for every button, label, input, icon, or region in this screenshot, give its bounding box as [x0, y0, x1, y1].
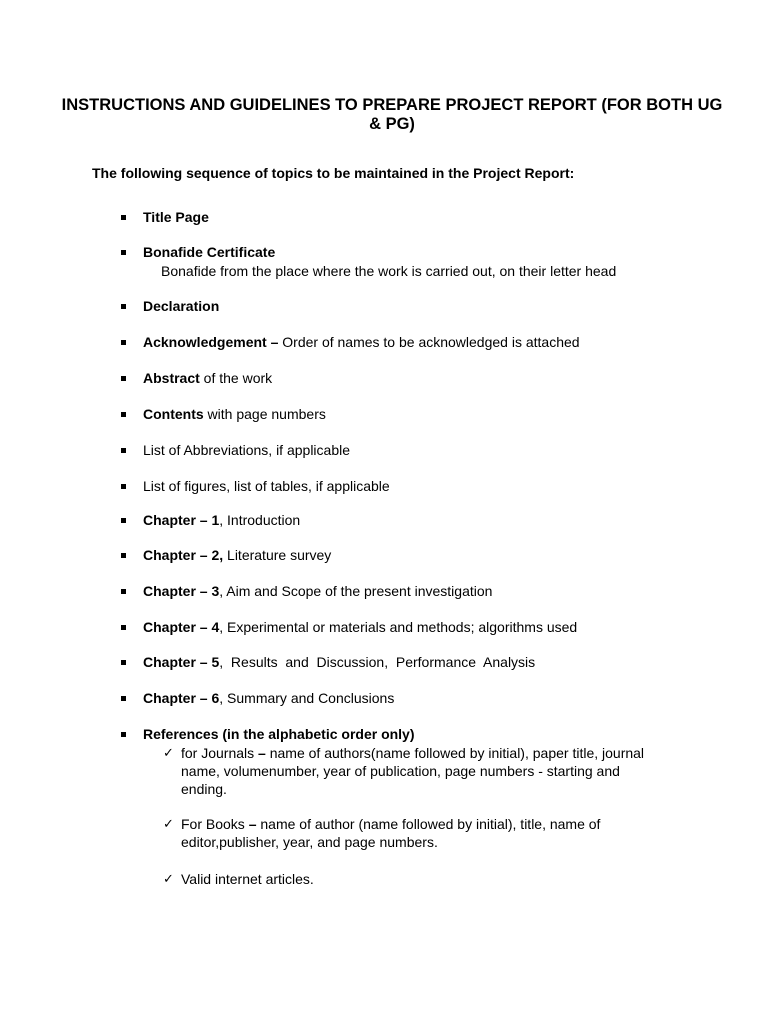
list-item-description: List of Abbreviations, if applicable	[143, 442, 351, 458]
list-item-text	[143, 243, 275, 261]
list-item-text	[143, 333, 580, 351]
list-item-text	[143, 725, 415, 743]
bullet-icon	[121, 732, 126, 737]
bullet-icon	[121, 589, 126, 594]
bullet-icon	[121, 376, 126, 381]
list-item-description: , Results and Discussion, Performance Analysis	[219, 654, 536, 670]
list-item-bold-label: Chapter – 2,	[143, 547, 224, 563]
bullet-icon	[121, 518, 126, 523]
list-item-description: , Experimental or materials and methods; algorithms used	[219, 619, 578, 635]
reference-line: ending.	[181, 781, 227, 797]
list-item-description: of the work	[199, 370, 273, 386]
list-item-bold-label: Declaration	[143, 298, 220, 314]
list-item-subtext: Bonafide from the place where the work is carried out, on their letter head	[161, 263, 617, 279]
list-item-text	[143, 369, 272, 387]
list-item-bold-label: Acknowledgement –	[143, 334, 279, 350]
list-item-bold-label: Chapter – 6	[143, 690, 220, 706]
list-item-bold-label: Chapter – 4	[143, 619, 220, 635]
list-item-description: , Introduction	[219, 512, 301, 528]
list-item-bold-label: Chapter – 1	[143, 512, 220, 528]
list-item-description: List of figures, list of tables, if applicable	[143, 478, 390, 494]
reference-line: For Books – name of author (name followed by initial), title, name of	[181, 816, 601, 832]
list-item-description: Literature survey	[223, 547, 332, 563]
list-item-description: , Aim and Scope of the present investigation	[219, 583, 493, 599]
reference-line: name, volumenumber, year of publication, page numbers - starting and	[181, 763, 620, 779]
document-title: INSTRUCTIONS AND GUIDELINES TO PREPARE PROJECT REPORT (FOR BOTH UG & PG)	[61, 96, 723, 133]
reference-line: for Journals – name of authors(name followed by initial), paper title, journal	[181, 745, 645, 761]
bullet-icon	[121, 553, 126, 558]
list-item-text	[143, 511, 300, 529]
bullet-icon	[121, 215, 126, 220]
list-item-text	[143, 208, 209, 226]
list-item-text	[143, 477, 390, 495]
list-item-text	[143, 653, 535, 671]
intro-text: The following sequence of topics to be maintained in the Project Report:	[92, 165, 575, 181]
list-item-text	[143, 441, 350, 459]
list-item-text	[143, 405, 326, 423]
bullet-icon	[121, 304, 126, 309]
bullet-icon	[121, 660, 126, 665]
list-item-bold-label: Title Page	[143, 209, 209, 225]
list-item-text	[143, 689, 394, 707]
list-item-description: , Summary and Conclusions	[219, 690, 395, 706]
list-item-text	[143, 546, 331, 564]
checkmark-icon: ✓	[163, 816, 174, 831]
bullet-icon	[121, 696, 126, 701]
bullet-icon	[121, 250, 126, 255]
bullet-icon	[121, 448, 126, 453]
reference-line: Valid internet articles.	[181, 871, 314, 887]
list-item-bold-label: References (in the alphabetic order only)	[143, 726, 415, 742]
list-item-text	[143, 297, 219, 315]
list-item-text	[143, 582, 492, 600]
checkmark-icon: ✓	[163, 871, 174, 886]
list-item-text	[143, 618, 577, 636]
bullet-icon	[121, 625, 126, 630]
list-item-description: with page numbers	[203, 406, 326, 422]
list-item-bold-label: Chapter – 5	[143, 654, 220, 670]
checkmark-icon: ✓	[163, 745, 174, 760]
list-item-bold-label: Contents	[143, 406, 204, 422]
list-item-bold-label: Chapter – 3	[143, 583, 220, 599]
list-item-bold-label: Bonafide Certificate	[143, 244, 276, 260]
list-item-bold-label: Abstract	[143, 370, 200, 386]
bullet-icon	[121, 484, 126, 489]
reference-line: editor,publisher, year, and page numbers.	[181, 834, 438, 850]
bullet-icon	[121, 340, 126, 345]
bullet-icon	[121, 412, 126, 417]
list-item-description: Order of names to be acknowledged is attached	[278, 334, 580, 350]
